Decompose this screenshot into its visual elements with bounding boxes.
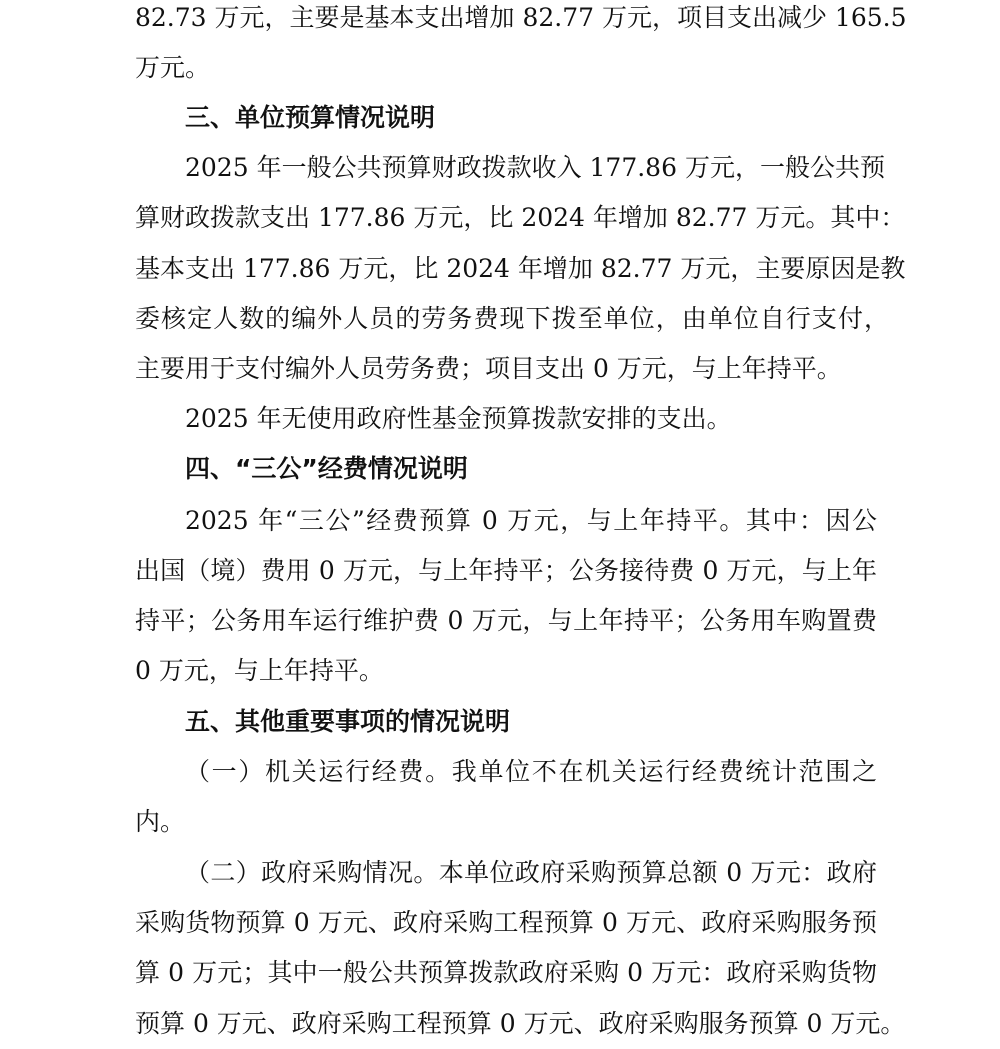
paragraph-line: 持平；公务用车运行维护费 0 万元，与上年持平；公务用车购置费 — [135, 606, 877, 635]
paragraph-line: 委核定人数的编外人员的劳务费现下拨至单位，由单位自行支付， — [135, 304, 889, 333]
section-heading-4: 四、“三公”经费情况说明 — [185, 454, 468, 483]
paragraph-line: 算财政拨款支出 177.86 万元，比 2024 年增加 82.77 万元。其中： — [135, 203, 906, 232]
section-heading-5: 五、其他重要事项的情况说明 — [185, 707, 511, 736]
paragraph-line: 2025 年一般公共预算财政拨款收入 177.86 万元，一般公共预 — [185, 153, 885, 182]
paragraph-line: 基本支出 177.86 万元，比 2024 年增加 82.77 万元，主要原因是教 — [135, 254, 906, 283]
paragraph-line: 预算 0 万元、政府采购工程预算 0 万元、政府采购服务预算 0 万元。 — [135, 1009, 906, 1038]
paragraph-line: （二）政府采购情况。本单位政府采购预算总额 0 万元：政府 — [185, 858, 877, 887]
paragraph-line: 主要用于支付编外人员劳务费；项目支出 0 万元，与上年持平。 — [135, 354, 842, 383]
paragraph-line: 出国（境）费用 0 万元，与上年持平；公务接待费 0 万元，与上年 — [135, 556, 877, 585]
paragraph-line: （一）机关运行经费。我单位不在机关运行经费统计范围之 — [185, 757, 877, 786]
paragraph-line: 万元。 — [135, 53, 211, 82]
paragraph-line: 算 0 万元；其中一般公共预算拨款政府采购 0 万元：政府采购货物 — [135, 958, 877, 987]
paragraph-line: 2025 年“三公”经费预算 0 万元，与上年持平。其中：因公 — [185, 506, 877, 535]
section-heading-3: 三、单位预算情况说明 — [185, 103, 436, 132]
paragraph-line: 2025 年无使用政府性基金预算拨款安排的支出。 — [185, 404, 732, 433]
paragraph-line: 内。 — [135, 807, 186, 836]
paragraph-line: 82.73 万元，主要是基本支出增加 82.77 万元，项目支出减少 165.5 — [135, 3, 907, 32]
paragraph-line: 采购货物预算 0 万元、政府采购工程预算 0 万元、政府采购服务预 — [135, 908, 877, 937]
paragraph-line: 0 万元，与上年持平。 — [135, 656, 384, 685]
